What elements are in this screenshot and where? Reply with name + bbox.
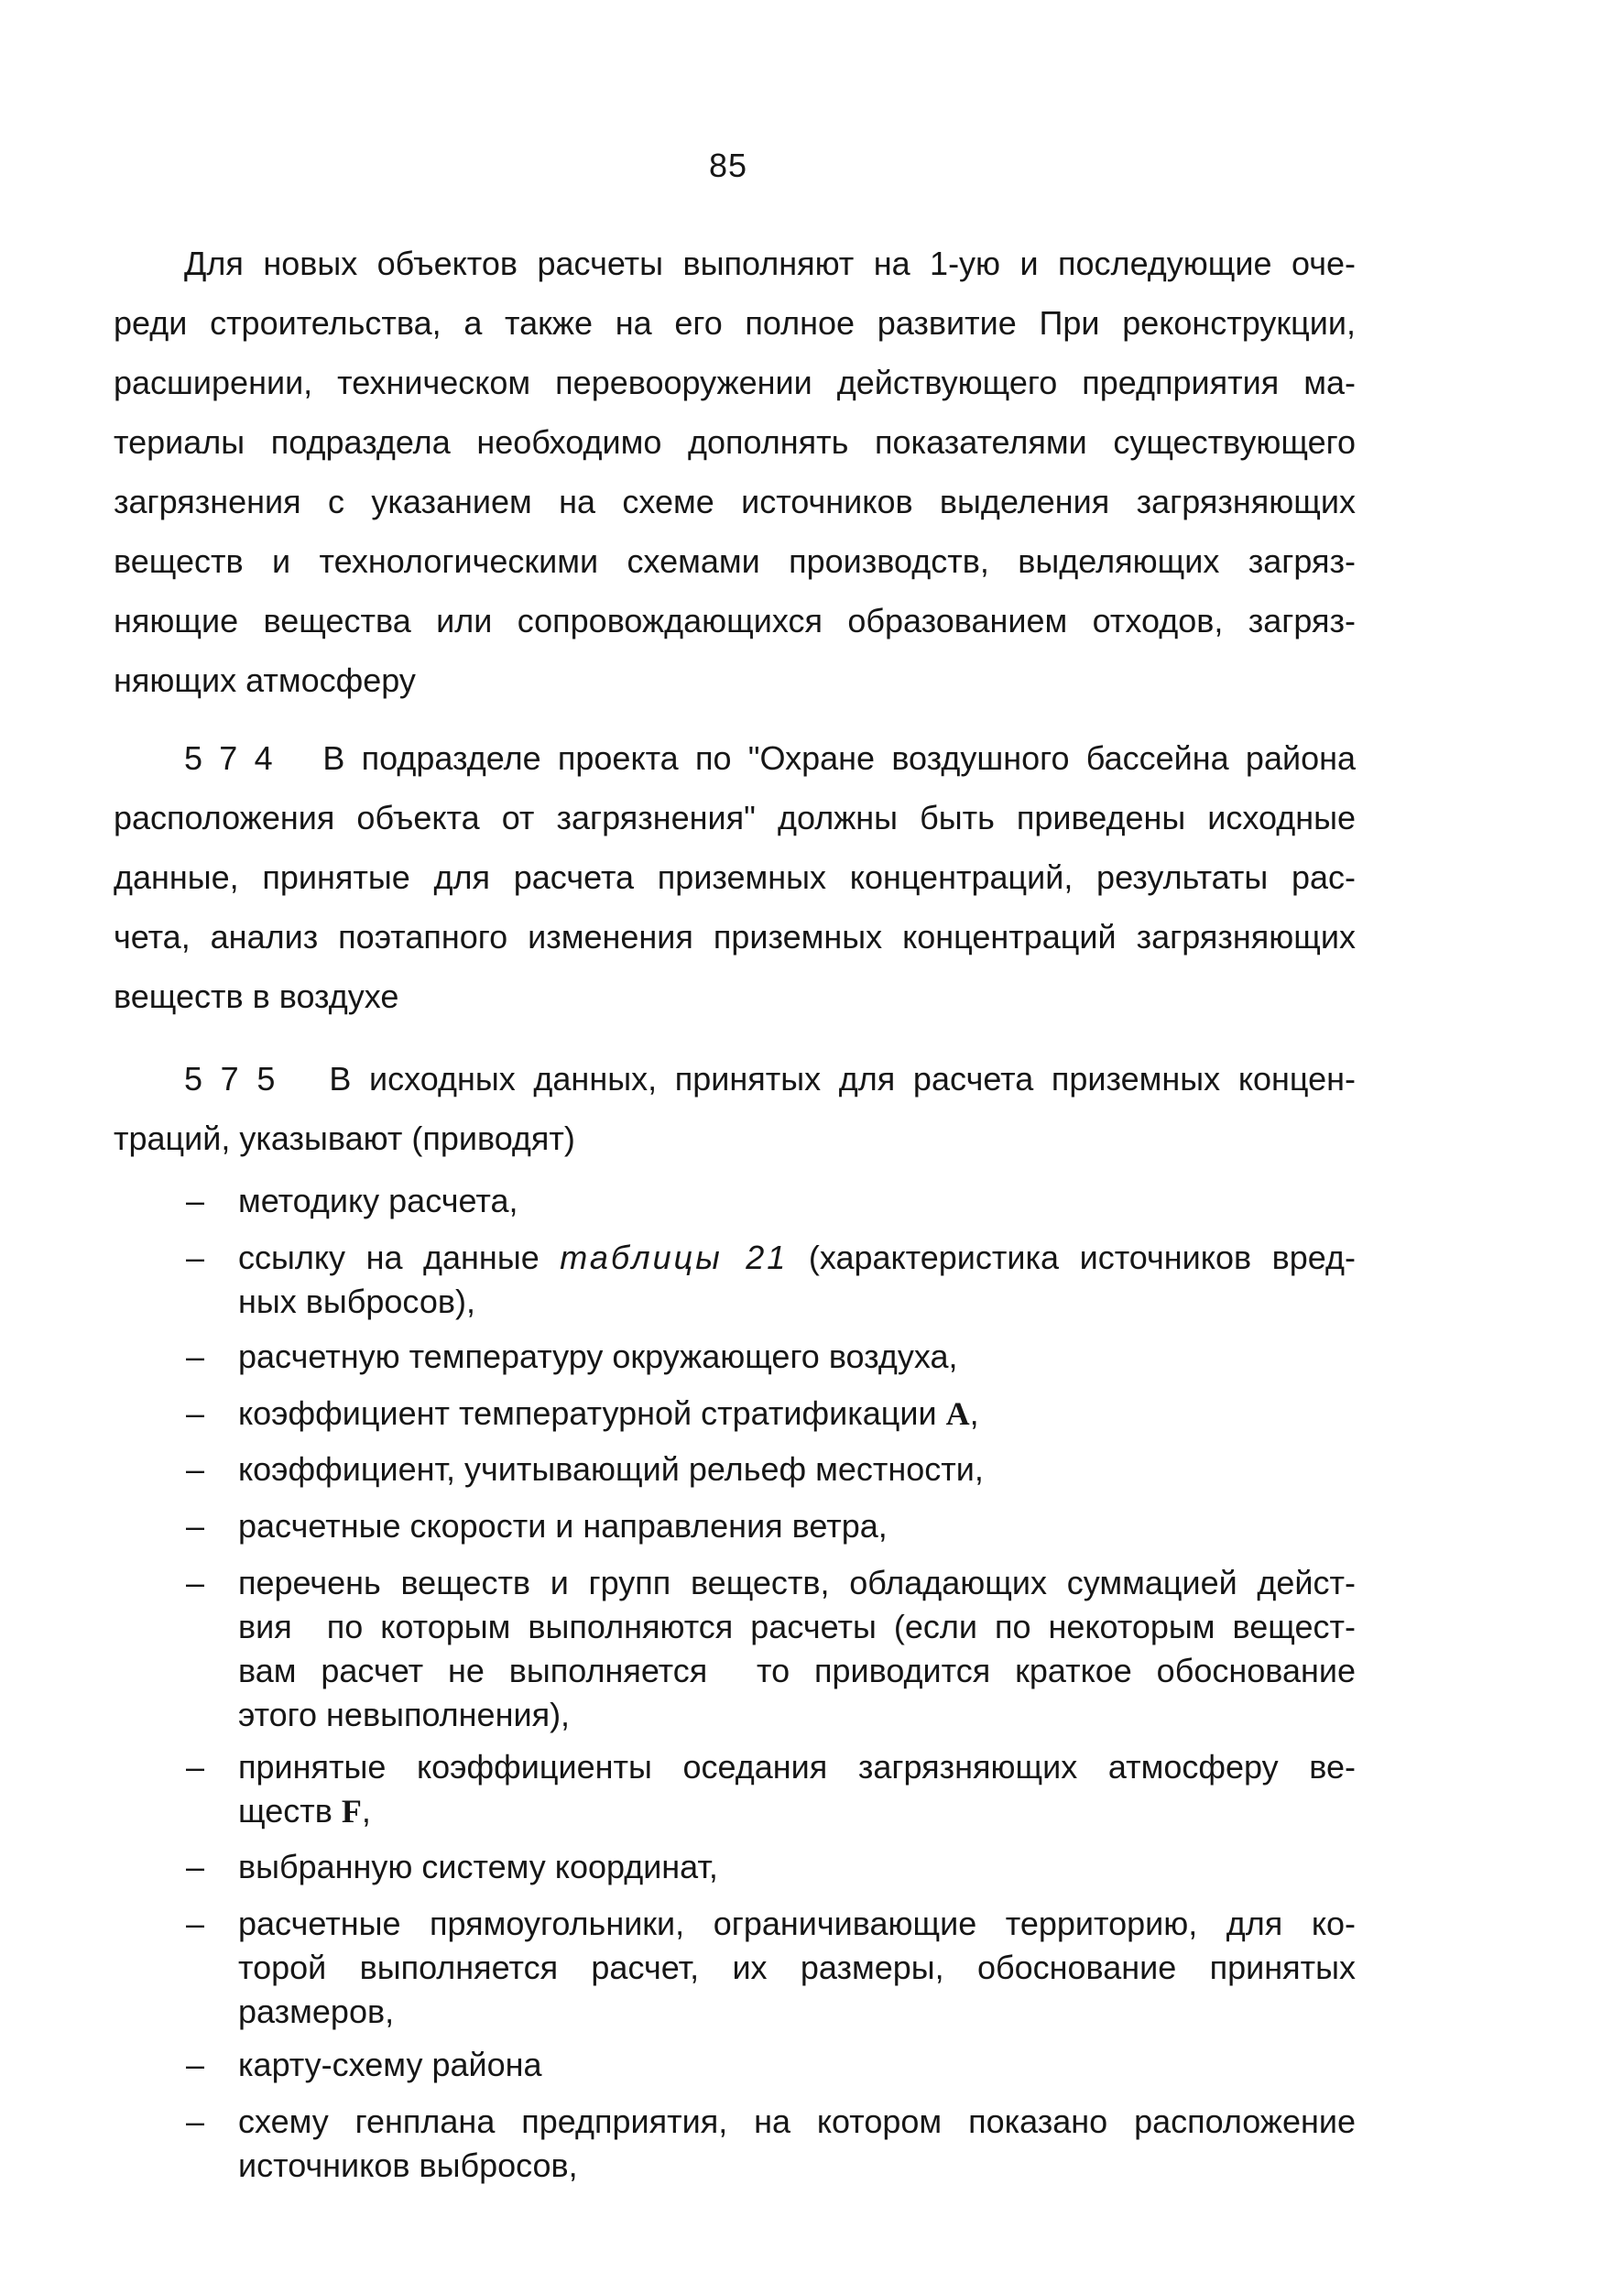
text-line: 5 7 5 В исходных данных, принятых для расчета приземных концен- xyxy=(184,1060,1356,1098)
paragraph-5-7-5 xyxy=(114,1049,1356,1168)
list-item-text-part: (характеристика источников вред- xyxy=(788,1239,1357,1276)
list-dash: – xyxy=(186,1394,205,1432)
list-dash: – xyxy=(186,1905,205,1942)
list-dash: – xyxy=(186,1848,205,1885)
text-line: Для новых объектов расчеты выполняют на 1-ую и последующие оче- xyxy=(184,245,1356,282)
text-line: чета, анализ поэтапного изменения приземных концентраций загрязняющих xyxy=(114,918,1356,956)
text-line: няющих атмосферу xyxy=(114,661,416,699)
list-item-text: расчетные скорости и направления ветра, xyxy=(238,1507,888,1545)
text-line: 5 7 4 В подразделе проекта по "Охране воздушного бассейна района xyxy=(184,739,1356,777)
list-item-text: вия по которым выполняются расчеты (если по некоторым вещест- xyxy=(238,1608,1356,1645)
list-item-text: перечень веществ и групп веществ, обладающих суммацией дейст- xyxy=(238,1564,1356,1601)
list-item-text: карту-схему района xyxy=(238,2046,542,2083)
text-line: расширении, техническом перевооружении действующего предприятия ма- xyxy=(114,364,1356,401)
text-line: веществ в воздухе xyxy=(114,978,399,1015)
list-dash: – xyxy=(186,1338,205,1375)
text-line: данные, принятые для расчета приземных концентраций, результаты рас- xyxy=(114,858,1356,896)
text-line: траций, указывают (приводят) xyxy=(114,1120,575,1157)
list-dash: – xyxy=(186,1182,205,1219)
list-item-text xyxy=(238,1789,1356,1833)
text-line: териалы подраздела необходимо дополнять показателями существующего xyxy=(114,423,1356,461)
list-item-text: принятые коэффициенты оседания загрязняющих атмосферу ве- xyxy=(238,1748,1356,1786)
text-line: расположения объекта от загрязнения" должны быть приведены исходные xyxy=(114,799,1356,836)
list-item-text: этого невыполнения), xyxy=(238,1696,571,1733)
list-item-text: расчетную температуру окружающего воздуха, xyxy=(238,1338,958,1375)
list-dash: – xyxy=(186,1450,205,1488)
list-item-text: вам расчет не выполняется то приводится краткое обоснование xyxy=(238,1652,1356,1689)
text-line: реди строительства, а также на его полное развитие При реконструкции, xyxy=(114,304,1356,342)
list-dash: – xyxy=(186,1507,205,1545)
text-line: загрязнения с указанием на схеме источников выделения загрязняющих xyxy=(114,483,1356,520)
list-item-text xyxy=(238,1392,1356,1436)
list-dash: – xyxy=(186,1239,205,1276)
list-item-text-part: ществ xyxy=(238,1792,342,1830)
text-line: няющие вещества или сопровождающихся образованием отходов, загряз- xyxy=(114,602,1356,639)
list-item-text: источников выбросов, xyxy=(238,2147,578,2184)
list-item-text: коэффициент, учитывающий рельеф местности, xyxy=(238,1450,984,1488)
coefficient-a-symbol: А xyxy=(945,1395,970,1432)
list-item-text: расчетные прямоугольники, ограничивающие территорию, для ко- xyxy=(238,1905,1356,1942)
list-dash: – xyxy=(186,2046,205,2083)
list-item-text: выбранную систему координат, xyxy=(238,1848,718,1885)
list-item-text: торой выполняется расчет, их размеры, обоснование принятых xyxy=(238,1949,1356,1986)
list-item-text: методику расчета, xyxy=(238,1182,518,1219)
text-line: веществ и технологическими схемами производств, выделяющих загряз- xyxy=(114,542,1356,580)
list-item-text-part: , xyxy=(969,1394,979,1432)
list-dash: – xyxy=(186,2103,205,2140)
list-dash: – xyxy=(186,1564,205,1601)
list-item-text: размеров, xyxy=(238,1993,395,2030)
list-item-text-part: коэффициент температурной стратификации xyxy=(238,1394,946,1432)
page-number: 85 xyxy=(708,147,748,184)
list-item-text-part: , xyxy=(361,1792,371,1830)
list-dash: – xyxy=(186,1748,205,1786)
list-item-text: схему генплана предприятия, на котором показано расположение xyxy=(238,2103,1356,2140)
list-item-text: ных выбросов), xyxy=(238,1283,475,1320)
coefficient-f-symbol: F xyxy=(341,1793,362,1830)
table-reference: таблицы 21 xyxy=(560,1239,789,1276)
list-item-text xyxy=(238,1236,1356,1280)
list-item-text-part: ссылку на данные xyxy=(238,1239,561,1276)
paragraph-new-objects xyxy=(114,234,1356,710)
paragraph-5-7-4 xyxy=(114,728,1356,1026)
